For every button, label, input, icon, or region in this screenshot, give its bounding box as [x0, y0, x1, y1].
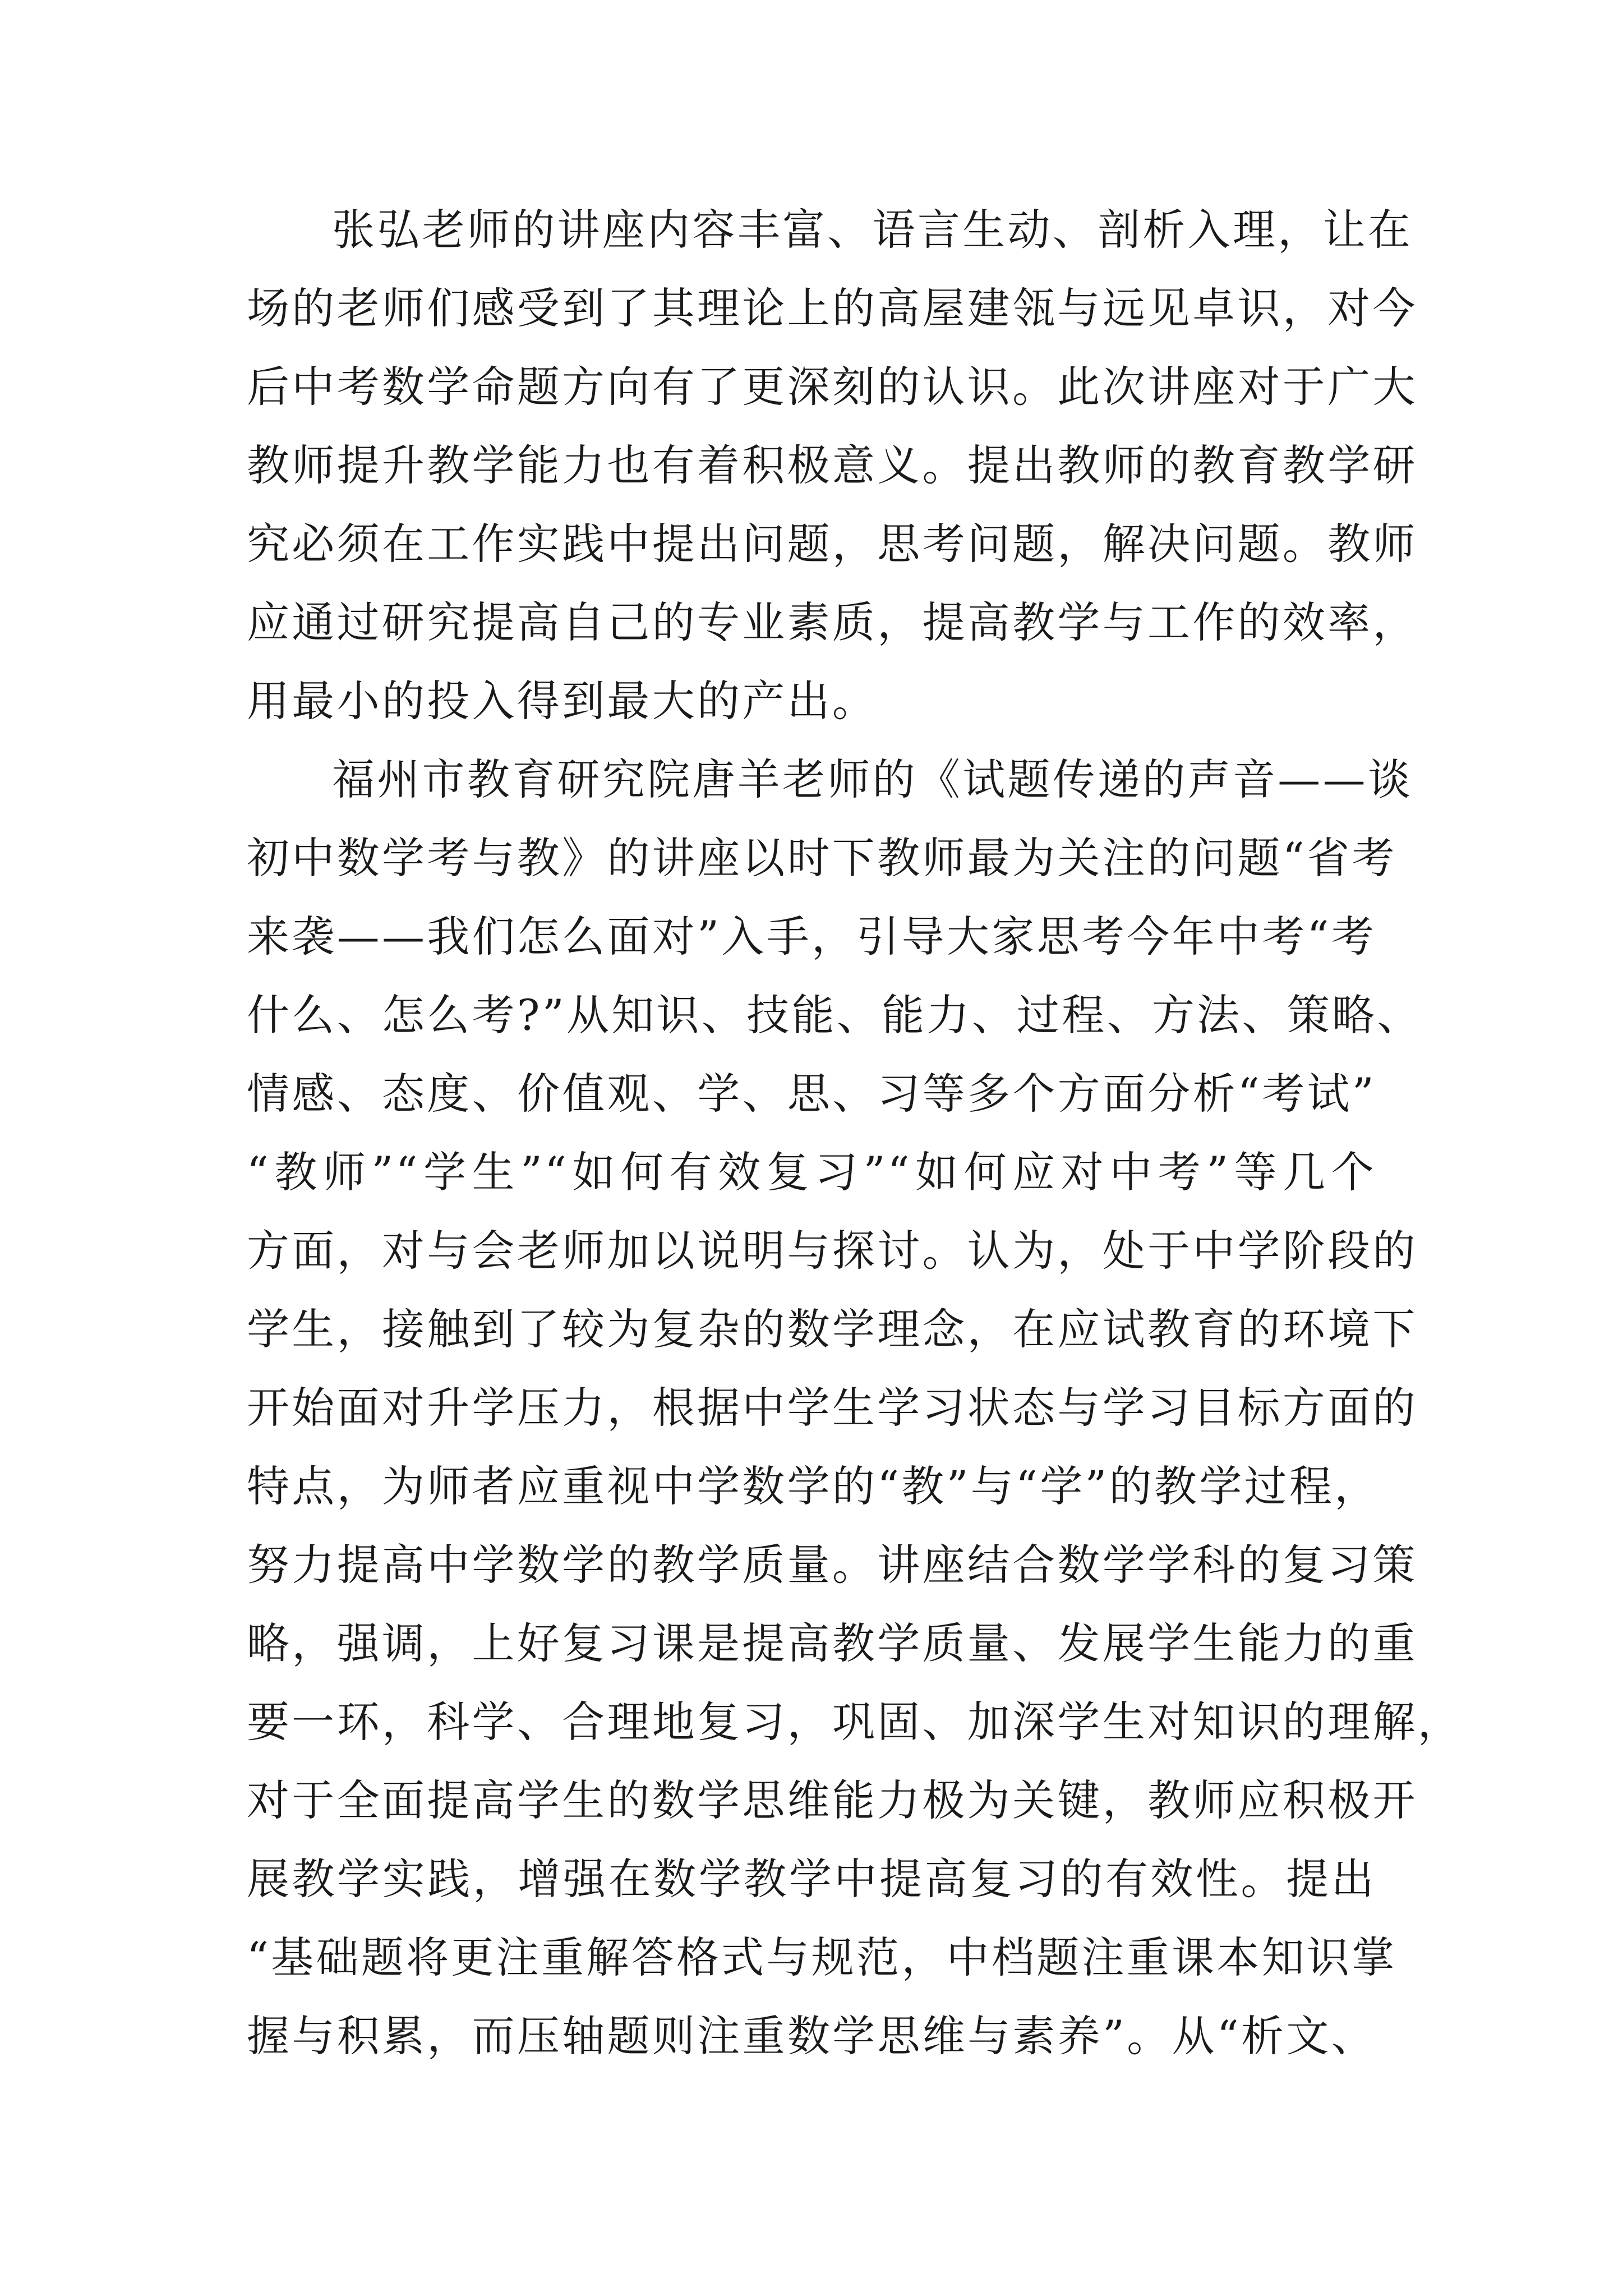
text-line: 展教学实践，增强在数学教学中提高复习的有效性。提出 [247, 1854, 1376, 1904]
text-line: 特点，为师者应重视中学数学的“教”与“学”的教学过程， [247, 1461, 1380, 1511]
text-line: 情感、态度、价值观、学、思、习等多个方面分析“考试” [247, 1069, 1376, 1119]
text-line: 教师提升教学能力也有着积极意义。提出教师的教育教学研 [247, 440, 1418, 490]
text-line: “教师”“学生”“如何有效复习”“如何应对中考”等几个 [247, 1147, 1376, 1197]
text-line: 张弘老师的讲座内容丰富、语言生动、剖析入理，让在 [332, 205, 1413, 255]
text-line: 要一环，科学、合理地复习，巩固、加深学生对知识的理解， [247, 1697, 1463, 1747]
text-line: 学生，接触到了较为复杂的数学理念，在应试教育的环境下 [247, 1304, 1418, 1354]
body-text [247, 191, 1463, 2154]
text-line: 握与积累，而压轴题则注重数学思维与素养”。从“析文、 [247, 2011, 1376, 2061]
text-line: 方面，对与会老师加以说明与探讨。认为，处于中学阶段的 [247, 1226, 1418, 1276]
text-line: 福州市教育研究院唐羊老师的《试题传递的声音——谈 [332, 754, 1413, 804]
text-line: 开始面对升学压力，根据中学生学习状态与学习目标方面的 [247, 1383, 1418, 1433]
text-line: “基础题将更注重解答格式与规范，中档题注重课本知识掌 [247, 1932, 1397, 1982]
text-line: 略，强调，上好复习课是提高教学质量、发展学生能力的重 [247, 1618, 1418, 1668]
text-line: 努力提高中学数学的教学质量。讲座结合数学学科的复习策 [247, 1540, 1418, 1590]
text-line [247, 2076, 1376, 2154]
text-line: 用最小的投入得到最大的产出。 [247, 676, 878, 726]
text-line: 来袭——我们怎么面对”入手，引导大家思考今年中考“考 [247, 912, 1376, 961]
text-line: 初中数学考与教》的讲座以时下教师最为关注的问题“省考 [247, 833, 1397, 883]
text-line: 什么、怎么考?”从知识、技能、能力、过程、方法、策略、 [247, 990, 1422, 1040]
text-line: 场的老师们感受到了其理论上的高屋建瓴与远见卓识，对今 [247, 283, 1418, 333]
paragraph-2 [247, 740, 1463, 2154]
text-line: 对于全面提高学生的数学思维能力极为关键，教师应积极开 [247, 1775, 1418, 1825]
paragraph-1 [247, 191, 1418, 740]
text-line: 应通过研究提高自己的专业素质，提高教学与工作的效率， [247, 597, 1418, 647]
text-line: 究必须在工作实践中提出问题，思考问题，解决问题。教师 [247, 519, 1418, 569]
text-line: 后中考数学命题方向有了更深刻的认识。此次讲座对于广大 [247, 362, 1418, 412]
